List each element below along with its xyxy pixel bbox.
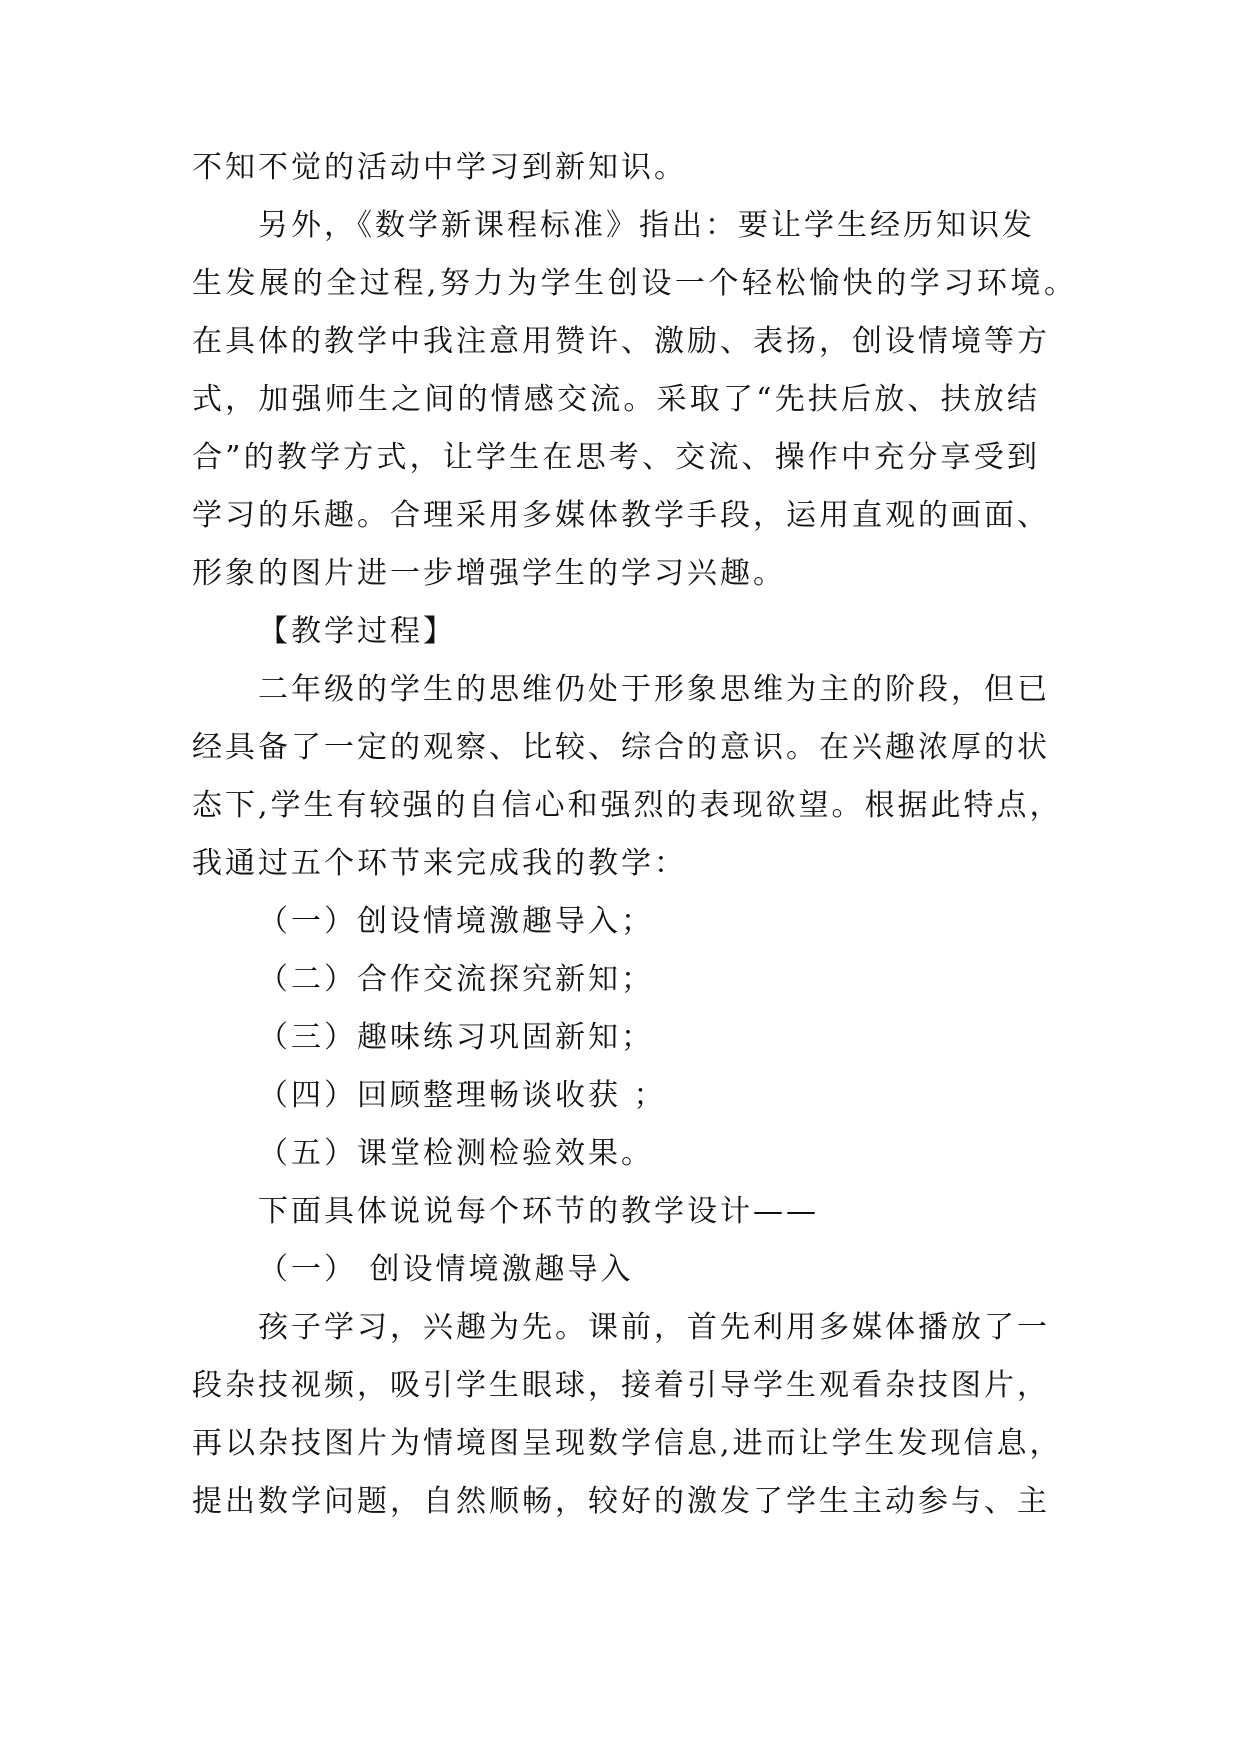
body-line-19: 下面具体说说每个环节的教学设计—— <box>258 1194 819 1229</box>
body-line-1: 不知不觉的活动中学习到新知识。 <box>192 150 687 185</box>
body-line-11: 经具备了一定的观察、比较、综合的意识。在兴趣浓厚的状 <box>192 730 1050 765</box>
body-line-3: 生发展的全过程,努力为学生创设一个轻松愉快的学习环境。 <box>192 266 1077 301</box>
body-line-4: 在具体的教学中我注意用赞许、激励、表扬，创设情境等方 <box>192 324 1050 359</box>
list-item-3: （三）趣味练习巩固新知； <box>258 1020 654 1055</box>
list-item-4: （四）回顾整理畅谈收获 ； <box>258 1078 667 1113</box>
body-line-6: 合”的教学方式，让学生在思考、交流、操作中充分享受到 <box>192 440 1040 475</box>
body-line-24: 提出数学问题，自然顺畅，较好的激发了学生主动参与、主 <box>192 1484 1050 1519</box>
body-line-7: 学习的乐趣。合理采用多媒体教学手段，运用直观的画面、 <box>192 498 1050 533</box>
list-item-5: （五）课堂检测检验效果。 <box>258 1136 654 1171</box>
list-item-2: （二）合作交流探究新知； <box>258 962 654 997</box>
list-item-1: （一）创设情境激趣导入； <box>258 904 654 939</box>
body-line-8: 形象的图片进一步增强学生的学习兴趣。 <box>192 556 786 591</box>
body-line-12: 态下,学生有较强的自信心和强烈的表现欲望。根据此特点， <box>192 788 1063 823</box>
body-line-22: 段杂技视频，吸引学生眼球，接着引导学生观看杂技图片， <box>192 1368 1050 1403</box>
section-heading-teaching-process: 【教学过程】 <box>258 614 456 649</box>
body-line-2: 另外，《数学新课程标准》指出：要让学生经历知识发 <box>258 208 1035 243</box>
body-line-21: 孩子学习，兴趣为先。课前，首先利用多媒体播放了一 <box>258 1310 1050 1345</box>
body-line-23: 再以杂技图片为情境图呈现数学信息,进而让学生发现信息， <box>192 1426 1063 1461</box>
subsection-heading-1: （一） 创设情境激趣导入 <box>258 1252 634 1287</box>
body-line-10: 二年级的学生的思维仍处于形象思维为主的阶段，但已 <box>258 672 1050 707</box>
body-line-13: 我通过五个环节来完成我的教学： <box>192 846 687 881</box>
body-line-5: 式，加强师生之间的情感交流。采取了“先扶后放、扶放结 <box>192 382 1040 417</box>
